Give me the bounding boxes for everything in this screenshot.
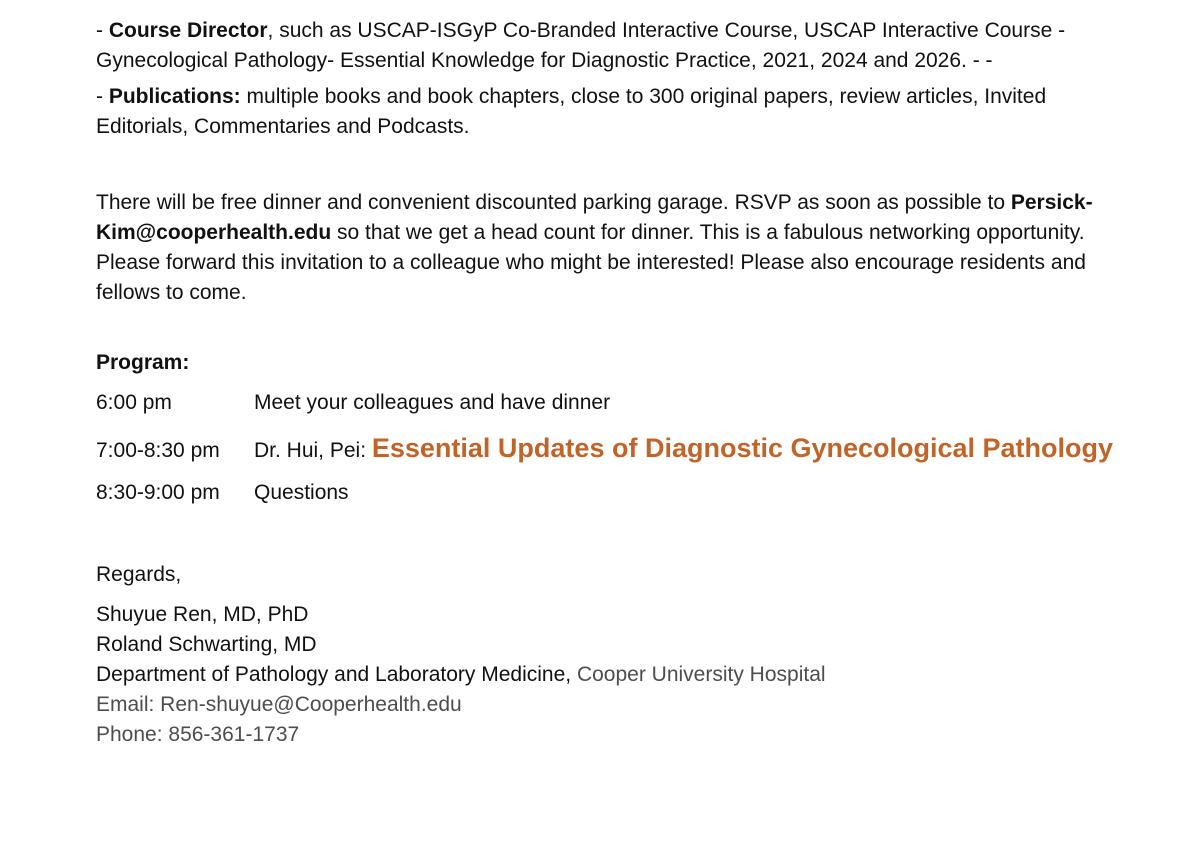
program-description: Meet your colleagues and have dinner [254,391,611,414]
program-description: Dr. Hui, Pei: [254,439,372,462]
program-time: 6:00 pm [96,391,172,414]
signature-email[interactable]: Email: Ren-shuyue@Cooperhealth.edu [96,693,462,716]
signature-name: Shuyue Ren, MD, PhD [96,603,309,626]
program-time: 8:30-9:00 pm [96,481,220,504]
invitation-paragraph [96,188,1136,308]
program-item [96,388,610,418]
department-name: Department of Pathology and Laboratory Medicine, [96,663,572,686]
bullet-prefix: - [96,19,109,42]
publications-text: multiple books and book chapters, close to 300 original papers, review articles, Invited Editorials, Commentaries and Podcasts. [96,85,1047,138]
program-item [96,478,349,508]
publications-label: Publications: [108,85,241,108]
hospital-name: Cooper University Hospital [571,663,826,686]
rsvp-email-link[interactable]: Persick-Kim@cooperhealth.edu [96,191,1093,244]
signature-block [96,600,826,750]
signature-name: Roland Schwarting, MD [96,633,317,656]
course-director-paragraph [96,16,1096,76]
course-director-label: Course Director [108,19,268,42]
invitation-text-after: so that we get a head count for dinner. This is a fabulous networking opportunity. Please forward this invitation to a colleague who might be interested! Please also encourage residents and fellows to come. [96,221,1086,304]
invitation-text-before: There will be free dinner and convenient discounted parking garage. RSVP as soon as possible to [96,191,1011,214]
program-time: 7:00-8:30 pm [96,439,220,462]
publications-paragraph [96,82,1106,142]
course-director-text: , such as USCAP-ISGyP Co-Branded Interactive Course, USCAP Interactive Course - Gynecological Pathology- Essential Knowledge for Diagnostic Practice, 2021, 2024 and 2026. - - [96,19,1066,72]
signature-closing: Regards, [96,563,182,586]
signature-department [96,660,826,690]
bullet-prefix: - [96,85,109,108]
program-description: Questions [254,481,349,504]
talk-title: Essential Updates of Diagnostic Gynecological Pathology [371,433,1114,463]
program-item [96,431,1113,468]
signature-phone: Phone: 856-361-1737 [96,723,300,746]
program-heading: Program: [96,351,190,374]
